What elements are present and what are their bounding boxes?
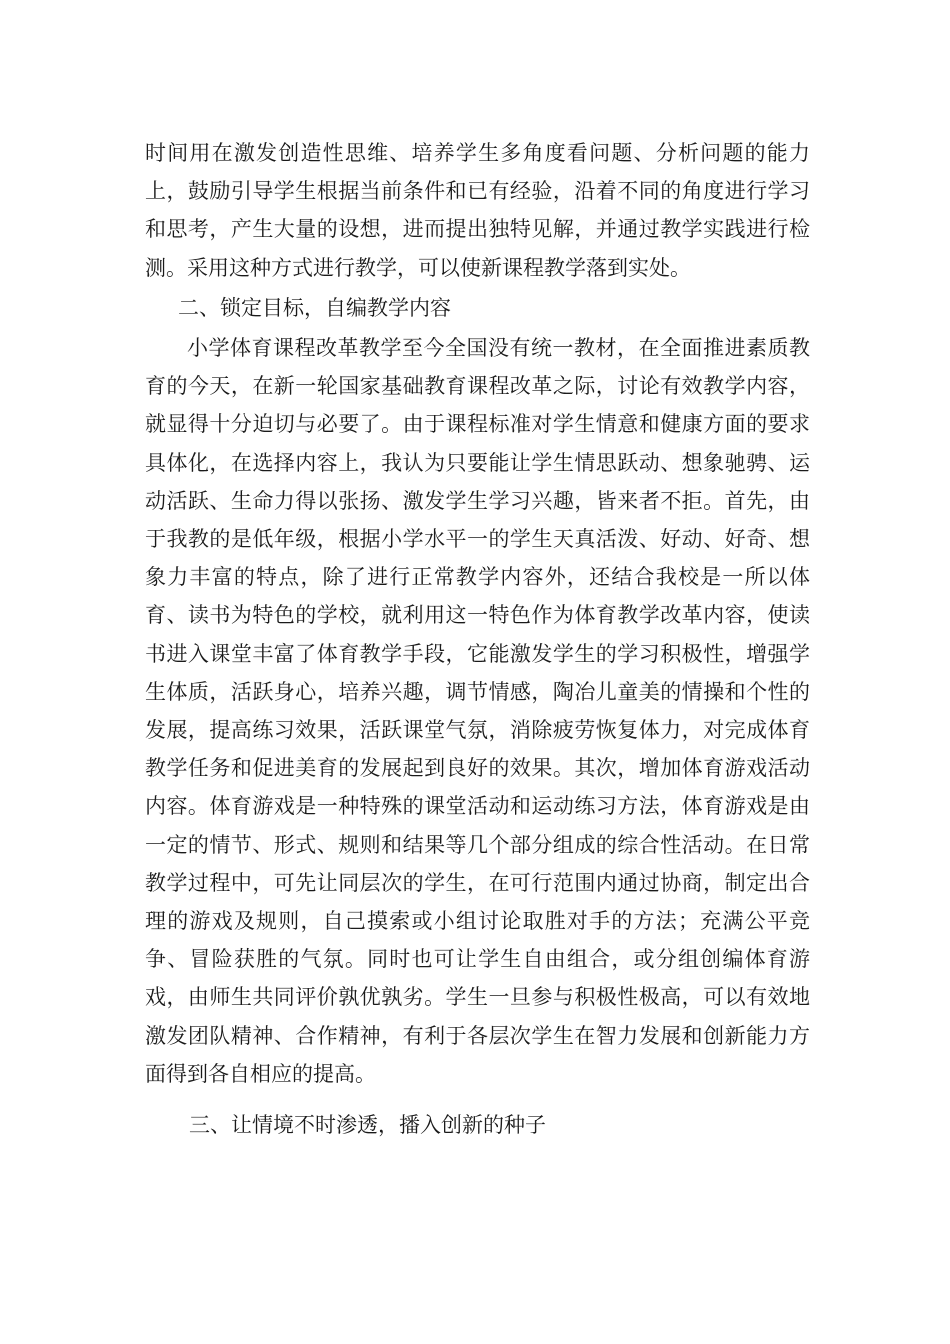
document-body — [145, 134, 810, 1144]
body-paragraph-section-2: 小学体育课程改革教学至今全国没有统一教材，在全面推进素质教育的今天，在新一轮国家基础教育课程改革之际，讨论有效教学内容，就显得十分迫切与必要了。由于课程标准对学生情意和健康方面的要求具体化，在选择内容上，我认为只要能让学生情思跃动、想象驰骋、运动活跃、生命力得以张扬、激发学生学习兴趣，皆来者不拒。首先，由于我教的是低年级，根据小学水平一的学生天真活泼、好动、好奇、想象力丰富的特点，除了进行正常教学内容外，还结合我校是一所以体育、读书为特色的学校，就利用这一特色作为体育教学改革内容，使读书进入课堂丰富了体育教学手段，它能激发学生的学习积极性，增强学生体质，活跃身心，培养兴趣，调节情感，陶冶儿童美的情操和个性的发展，提高练习效果，活跃课堂气氛，消除疲劳恢复体力，对完成体育教学任务和促进美育的发展起到良好的效果。其次，增加体育游戏活动内容。体育游戏是一种特殊的课堂活动和运动练习方法，体育游戏是由一定的情节、形式、规则和结果等几个部分组成的综合性活动。在日常教学过程中，可先让同层次的学生，在可行范围内通过协商，制定出合理的游戏及规则，自己摸索或小组讨论取胜对手的方法；充满公平竞争、冒险获胜的气氛。同时也可让学生自由组合，或分组创编体育游戏，由师生共同评价孰优孰劣。学生一旦参与积极性极高，可以有效地激发团队精神、合作精神，有利于各层次学生在智力发展和创新能力方面得到各自相应的提高。 — [145, 336, 810, 1086]
body-paragraph-continued: 时间用在激发创造性思维、培养学生多角度看问题、分析问题的能力上，鼓励引导学生根据当前条件和已有经验，沿着不同的角度进行学习和思考，产生大量的设想，进而提出独特见解，并通过教学实践进行检测。采用这种方式进行教学，可以使新课程教学落到实处。 — [145, 141, 810, 280]
section-heading-3: 三、让情境不时渗透，播入创新的种子 — [189, 1113, 546, 1138]
section-heading-2: 二、锁定目标，自编教学内容 — [178, 295, 451, 320]
